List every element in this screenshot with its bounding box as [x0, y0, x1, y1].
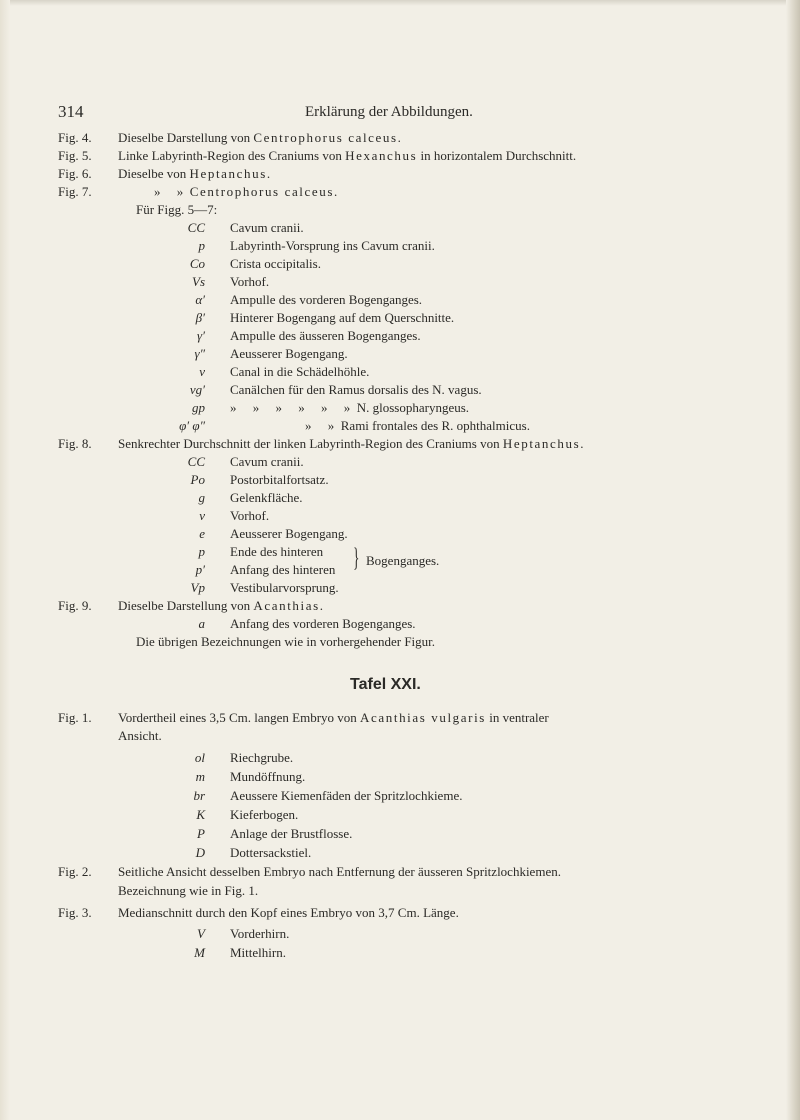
legend-symbol: CC: [187, 454, 205, 469]
legend-text: Anfang des vorderen Bogenganges.: [230, 616, 416, 631]
legend-symbol: vg′: [189, 382, 205, 397]
legend-text: Gelenkfläche.: [230, 490, 303, 505]
legend-symbol: v: [199, 364, 205, 379]
legend-text: Postorbitalfortsatz.: [230, 472, 329, 487]
legend-symbol: α′: [195, 292, 205, 307]
legend-symbol: M: [194, 945, 205, 960]
legend-symbol: φ′ φ″: [179, 418, 205, 433]
fig-label: Fig. 8.: [58, 436, 92, 451]
legend-symbol: m: [195, 769, 205, 784]
legend-symbol: ol: [194, 750, 205, 765]
legend-symbol: gp: [192, 400, 205, 415]
brace-symbol: }: [353, 543, 360, 572]
note-text: Die übrigen Bezeichnungen wie in vorhergehender Figur.: [136, 634, 436, 649]
fig-label: Fig. 1.: [58, 710, 92, 725]
legend-text: Crista occipitalis.: [230, 256, 321, 271]
fig-caption: Linke Labyrinth-Region des Craniums von Hexanchus in horizontalem Durchschnitt.: [118, 148, 577, 163]
legend-symbol: γ′: [197, 328, 205, 343]
legend-symbol: p′: [195, 562, 205, 577]
legend-symbol: p: [198, 238, 205, 253]
legend-text: Anlage der Brustflosse.: [230, 826, 353, 841]
fig-caption: Dieselbe von Heptanchus.: [118, 166, 271, 181]
fig-caption: Medianschnitt durch den Kopf eines Embryo von 3,7 Cm. Länge.: [118, 905, 459, 920]
legend-text: » » » » » » N. glossopharyngeus.: [230, 400, 470, 415]
legend-text: Canal in die Schädelhöhle.: [230, 364, 370, 379]
legend-text: Hinterer Bogengang auf dem Querschnitte.: [230, 310, 455, 325]
page-title: Erklärung der Abbildungen.: [305, 104, 473, 120]
fig-label: Fig. 2.: [58, 864, 92, 879]
legend-text: Canälchen für den Ramus dorsalis des N. vagus.: [230, 382, 482, 397]
fig-label: Fig. 3.: [58, 905, 92, 920]
legend-text: Vorhof.: [230, 508, 270, 523]
page-edge-right: [786, 0, 800, 1120]
legend-text: Dottersackstiel.: [230, 845, 312, 860]
legend-text: Vorhof.: [230, 274, 270, 289]
legend-text: Aeusserer Bogengang.: [230, 526, 348, 541]
legend-symbol: CC: [187, 220, 205, 235]
legend-symbol: p: [198, 544, 205, 559]
legend-symbol: P: [197, 826, 205, 841]
fig-label: Fig. 6.: [58, 166, 92, 181]
legend-symbol: e: [199, 526, 205, 541]
fig-caption-cont: Ansicht.: [118, 728, 162, 743]
fig-label: Fig. 5.: [58, 148, 92, 163]
legend-text: Riechgrube.: [230, 750, 294, 765]
legend-text: Vorderhirn.: [230, 926, 290, 941]
legend-symbol: g: [198, 490, 205, 505]
legend-symbol: br: [193, 788, 205, 803]
legend-text: Ampulle des äusseren Bogenganges.: [230, 328, 421, 343]
legend-symbol: V: [197, 926, 205, 941]
legend-text: Ende des hinteren: [230, 544, 324, 559]
fig-label: Fig. 9.: [58, 598, 92, 613]
legend-symbol: a: [198, 616, 205, 631]
fig-caption-cont: Bezeichnung wie in Fig. 1.: [118, 883, 259, 898]
legend-text: Mittelhirn.: [230, 945, 286, 960]
legend-symbol: Vp: [190, 580, 205, 595]
legend-symbol: K: [196, 807, 205, 822]
fig-caption: Dieselbe Darstellung von Acanthias.: [118, 598, 324, 613]
fig-label: Fig. 4.: [58, 130, 92, 145]
page-edge-left: [0, 0, 10, 1120]
fig-caption: » » Centrophorus calceus.: [154, 184, 338, 199]
legend-text: Aeusserer Bogengang.: [230, 346, 348, 361]
page-number: 314: [58, 102, 84, 121]
legend-symbol: v: [199, 508, 205, 523]
fig-caption: Senkrechter Durchschnitt der linken Labyrinth-Region des Craniums von Heptanchus.: [118, 436, 584, 451]
legend-text: Aeussere Kiemenfäden der Spritzlochkieme.: [230, 788, 463, 803]
legend-symbol: γ″: [194, 346, 205, 361]
fig-label: Fig. 7.: [58, 184, 92, 199]
legend-text: Cavum cranii.: [230, 220, 304, 235]
legend-symbol: D: [195, 845, 205, 860]
legend-text: Anfang des hinteren: [230, 562, 336, 577]
legend-text: Labyrinth-Vorsprung ins Cavum cranii.: [230, 238, 435, 253]
legend-symbol: Po: [190, 472, 205, 487]
fig-caption: Dieselbe Darstellung von Centrophorus calceus.: [118, 130, 401, 145]
legend-symbol: β′: [195, 310, 205, 325]
legend-text: Cavum cranii.: [230, 454, 304, 469]
legend-text: Kieferbogen.: [230, 807, 299, 822]
legend-text: Mundöffnung.: [230, 769, 306, 784]
figg-label: Für Figg. 5—7:: [136, 202, 218, 217]
page-edge-top: [0, 0, 800, 6]
legend-symbol: Co: [189, 256, 205, 271]
brace-label: Bogenganges.: [366, 553, 440, 568]
fig-caption: Seitliche Ansicht desselben Embryo nach Entfernung der äusseren Spritzlochkiemen.: [118, 864, 561, 879]
legend-text: Ampulle des vorderen Bogenganges.: [230, 292, 423, 307]
legend-symbol: Vs: [192, 274, 205, 289]
legend-text: Vestibularvorsprung.: [230, 580, 339, 595]
fig-caption: Vordertheil eines 3,5 Cm. langen Embryo von Acanthias vulgaris in ventraler: [118, 710, 549, 725]
legend-text: » » Rami frontales des R. ophthalmicus.: [305, 418, 530, 433]
plate-title: Tafel XXI.: [350, 676, 421, 693]
